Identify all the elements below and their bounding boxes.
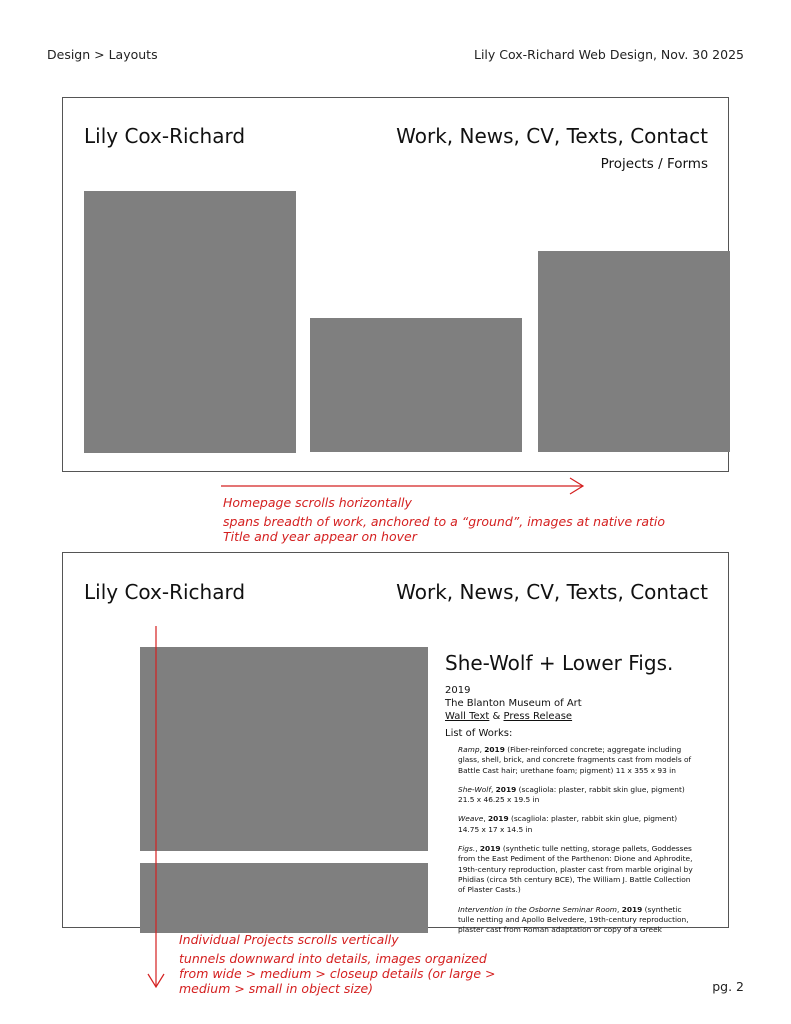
sub-nav[interactable]: Projects / Forms xyxy=(600,156,708,172)
site-title[interactable]: Lily Cox-Richard xyxy=(84,124,246,148)
project-year: 2019 xyxy=(445,685,471,696)
project-image-wide[interactable] xyxy=(140,647,428,851)
vertical-scroll-arrow xyxy=(146,624,166,992)
homepage-note-1: Homepage scrolls horizontally xyxy=(223,495,412,510)
work-item: She-Wolf, 2019 (scagliola: plaster, rabbit skin glue, pigment) 21.5 x 46.25 x 19.5 in xyxy=(458,784,685,805)
site-title[interactable]: Lily Cox-Richard xyxy=(84,580,246,604)
wall-text-link[interactable]: Wall Text xyxy=(445,711,490,722)
work-item: Ramp, 2019 (Fiber-reinforced concrete; aggregate including glass, shell, brick, and concrete fragments cast from models of Battle Cast hair; urethane foam; pigment) 11 x 355 x 93 in xyxy=(458,745,692,775)
work-item: Figs., 2019 (synthetic tulle netting, storage pallets, Goddesses from the East Pediment of the Parthenon: Dione and Aphrodite, 19th-century reproduction, plaster cast from marble original by Phidias (circa 5th century BCE), The William J. Battle Collection of Plaster Casts.) xyxy=(458,844,693,895)
horizontal-scroll-arrow xyxy=(218,476,588,496)
project-venue: The Blanton Museum of Art xyxy=(445,698,582,709)
main-nav[interactable]: Work, News, CV, Texts, Contact xyxy=(396,580,708,604)
project-image-1[interactable] xyxy=(84,191,296,453)
project-image-2[interactable] xyxy=(310,318,522,452)
breadcrumb: Design > Layouts xyxy=(47,47,158,62)
works-list xyxy=(458,745,698,944)
main-nav[interactable]: Work, News, CV, Texts, Contact xyxy=(396,124,708,148)
project-note-4: medium > small in object size) xyxy=(179,981,374,996)
project-note-1: Individual Projects scrolls vertically xyxy=(179,932,399,947)
press-release-link[interactable]: Press Release xyxy=(503,711,573,722)
homepage-note-3: Title and year appear on hover xyxy=(223,529,417,544)
project-note-2: tunnels downward into details, images organized xyxy=(179,951,487,966)
page-number: pg. 2 xyxy=(712,979,744,994)
work-item: Intervention in the Osborne Seminar Room, 2019 (synthetic tulle netting and Apollo Belvedere, 19th-century reproduction, plaster cast from Roman adaptation or copy of a Greek xyxy=(458,904,689,935)
document-title: Lily Cox-Richard Web Design, Nov. 30 2025 xyxy=(473,47,744,62)
homepage-note-2: spans breadth of work, anchored to a “ground”, images at native ratio xyxy=(223,514,665,529)
project-title: She-Wolf + Lower Figs. xyxy=(445,651,674,675)
project-note-3: from wide > medium > closeup details (or large > xyxy=(179,966,496,981)
list-of-works-heading: List of Works: xyxy=(445,728,513,739)
homepage-mockup xyxy=(62,97,729,472)
work-item: Weave, 2019 (scagliola: plaster, rabbit skin glue, pigment) 14.75 x 17 x 14.5 in xyxy=(458,814,678,834)
project-links: Wall Text & Press Release xyxy=(445,711,573,722)
project-image-medium[interactable] xyxy=(140,863,428,933)
project-image-3[interactable] xyxy=(538,251,730,452)
project-meta xyxy=(445,684,582,723)
